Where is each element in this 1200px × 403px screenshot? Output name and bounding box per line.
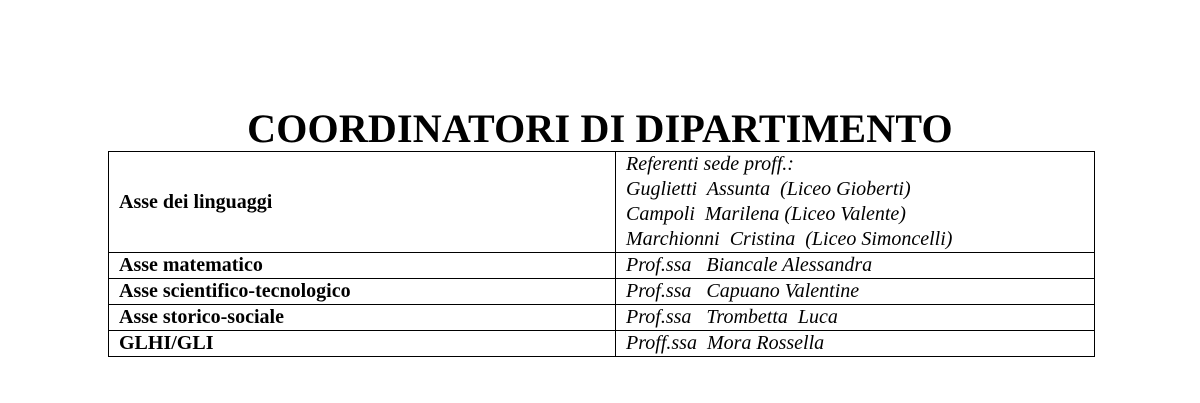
axis-cell: Asse storico-sociale [109, 305, 616, 331]
referent-line: Prof.ssa Biancale Alessandra [626, 254, 873, 276]
referent-cell [616, 152, 1095, 253]
referent-cell [616, 253, 1095, 279]
referent-cell [616, 305, 1095, 331]
referent-line: Referenti sede proff.: [626, 153, 794, 175]
axis-cell: Asse scientifico-tecnologico [109, 279, 616, 305]
table-row [109, 305, 1095, 331]
referent-cell [616, 279, 1095, 305]
table-row [109, 279, 1095, 305]
axis-cell: Asse matematico [109, 253, 616, 279]
axis-cell: Asse dei linguaggi [109, 152, 616, 253]
referent-cell [616, 331, 1095, 357]
referent-line: Campoli Marilena (Liceo Valente) [626, 203, 906, 225]
page-title: COORDINATORI DI DIPARTIMENTO [247, 106, 953, 151]
referent-line: Prof.ssa Capuano Valentine [626, 280, 860, 302]
table-row [109, 331, 1095, 357]
coordinators-table [108, 151, 1095, 357]
axis-cell: GLHI/GLI [109, 331, 616, 357]
table-row [109, 152, 1095, 253]
referent-line: Marchionni Cristina (Liceo Simoncelli) [626, 228, 953, 250]
table-row [109, 253, 1095, 279]
referent-line: Proff.ssa Mora Rossella [626, 332, 825, 354]
referent-line: Guglietti Assunta (Liceo Gioberti) [626, 178, 911, 200]
referent-line: Prof.ssa Trombetta Luca [626, 306, 838, 328]
